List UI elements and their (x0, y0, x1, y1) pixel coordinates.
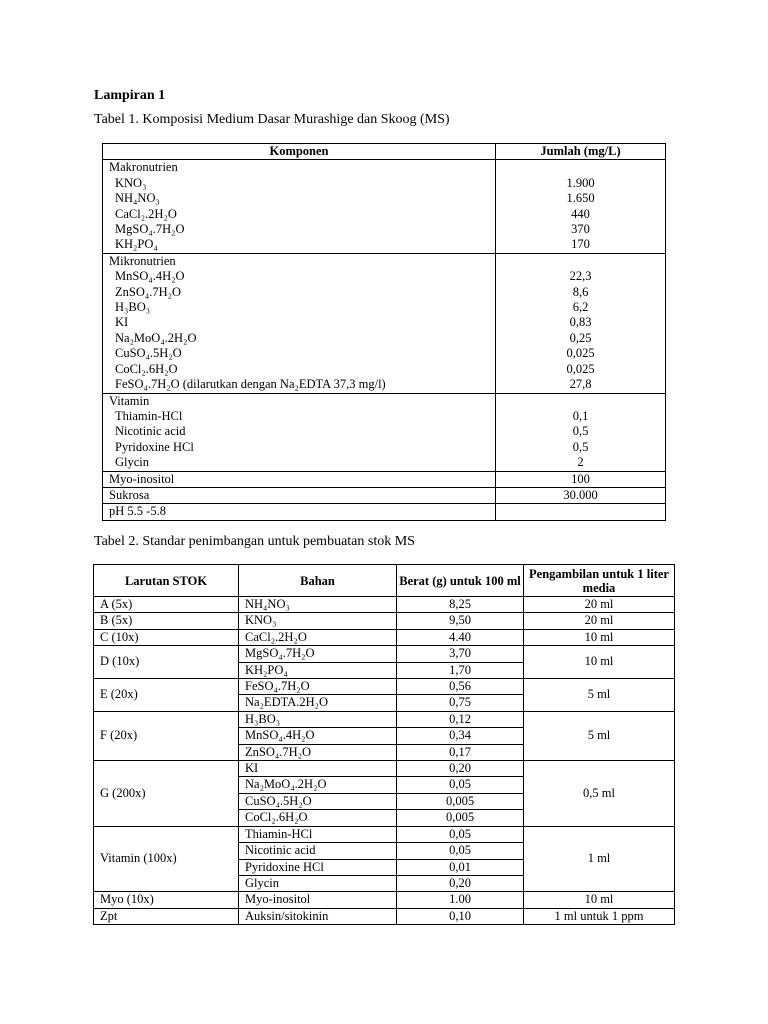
component-name: FeSO₄.7H₂O (dilarutkan dengan Na₂EDTA 37,3 mg/l) (115, 377, 386, 392)
ingredient-weight: 0,20 (397, 761, 524, 777)
group-name-spacer (496, 254, 665, 269)
ingredient-weight: 0,10 (397, 908, 524, 924)
ingredient-name: Na₂MoO₄.2H₂O (239, 777, 397, 793)
component-row (103, 471, 666, 487)
header-bahan: Bahan (239, 565, 397, 597)
component-amount: 0,25 (569, 330, 592, 345)
ingredient-name: H₃BO₃ (239, 711, 397, 727)
stock-row (94, 679, 675, 695)
uptake-volume: 10 ml (524, 629, 675, 645)
ingredient-weight: 0,05 (397, 826, 524, 842)
ingredient-weight: 0,005 (397, 793, 524, 809)
page-heading: Lampiran 1 (94, 88, 166, 103)
header-berat: Berat (g) untuk 100 ml (397, 565, 524, 597)
amount-group-cell (496, 160, 666, 253)
uptake-volume: 10 ml (524, 892, 675, 908)
ingredient-name: CaCl₂.2H₂O (239, 629, 397, 645)
component-name: NH₄NO₃ (115, 191, 160, 206)
uptake-volume: 20 ml (524, 613, 675, 629)
component-group-row (103, 160, 666, 253)
ingredient-name: CoCl₂.6H₂O (239, 810, 397, 826)
component-amount (496, 504, 666, 520)
amount-group-cell (496, 393, 666, 471)
component-amount: 0,5 (572, 424, 589, 439)
component-name: pH 5.5 -5.8 (103, 504, 496, 520)
component-name: Na₂MoO₄.2H₂O (115, 330, 197, 345)
stock-weighing-table (93, 564, 675, 925)
table1-header-row (103, 144, 666, 160)
group-name-spacer (496, 394, 665, 409)
component-name: MgSO₄.7H₂O (115, 222, 185, 237)
ingredient-name: KH₂PO₄ (239, 662, 397, 678)
component-amount: 100 (496, 471, 666, 487)
uptake-volume: 5 ml (524, 711, 675, 760)
component-name: KI (115, 315, 129, 330)
stock-row (94, 646, 675, 662)
stock-row (94, 613, 675, 629)
component-amount: 22,3 (569, 269, 592, 284)
component-amount: 1.650 (566, 191, 595, 206)
component-name: Nicotinic acid (115, 424, 186, 439)
group-name: Makronutrien (109, 160, 178, 175)
component-row (103, 487, 666, 503)
ingredient-weight: 1,70 (397, 662, 524, 678)
component-name: KNO₃ (115, 175, 147, 190)
ingredient-weight: 0,75 (397, 695, 524, 711)
ingredient-weight: 0,01 (397, 859, 524, 875)
stock-row (94, 826, 675, 842)
uptake-volume: 0,5 ml (524, 761, 675, 827)
uptake-volume: 5 ml (524, 679, 675, 712)
component-name: CoCl₂.6H₂O (115, 361, 178, 376)
component-group-cell (103, 160, 496, 253)
ingredient-weight: 9,50 (397, 613, 524, 629)
component-name: Sukrosa (103, 487, 496, 503)
uptake-volume: 1 ml untuk 1 ppm (524, 908, 675, 924)
component-amount: 170 (571, 237, 590, 252)
ingredient-weight: 0,56 (397, 679, 524, 695)
component-amount: 0,83 (569, 315, 592, 330)
header-larutan-stok: Larutan STOK (94, 565, 239, 597)
stock-row (94, 597, 675, 613)
ingredient-weight: 0,05 (397, 777, 524, 793)
component-amount: 27,8 (569, 377, 592, 392)
table2-caption: Tabel 2. Standar penimbangan untuk pembuatan stok MS (94, 534, 415, 549)
component-amount: 0,025 (566, 361, 595, 376)
table2-header-row (94, 565, 675, 597)
ingredient-name: CuSO₄.5H₂O (239, 793, 397, 809)
ingredient-weight: 4.40 (397, 629, 524, 645)
ingredient-name: KI (239, 761, 397, 777)
ingredient-name: Na₂EDTA.2H₂O (239, 695, 397, 711)
stock-solution-name: C (10x) (94, 629, 239, 645)
component-name: MnSO₄.4H₂O (115, 269, 185, 284)
stock-solution-name: G (200x) (94, 761, 239, 827)
stock-solution-name: F (20x) (94, 711, 239, 760)
stock-solution-name: D (10x) (94, 646, 239, 679)
component-amount: 6,2 (572, 300, 589, 315)
ingredient-name: KNO₃ (239, 613, 397, 629)
component-group-row (103, 253, 666, 393)
component-name: Pyridoxine HCl (115, 439, 194, 454)
ingredient-weight: 8,25 (397, 597, 524, 613)
component-name: Thiamin-HCl (115, 408, 183, 423)
amount-group-cell (496, 253, 666, 393)
stock-row (94, 711, 675, 727)
ingredient-weight: 0,34 (397, 728, 524, 744)
component-name: Glycin (115, 455, 150, 470)
group-name-spacer (496, 160, 665, 175)
component-group-cell (103, 253, 496, 393)
ingredient-name: MnSO₄.4H₂O (239, 728, 397, 744)
header-komponen: Komponen (103, 144, 496, 160)
header-pengambilan: Pengambilan untuk 1 liter media (524, 565, 675, 597)
ingredient-weight: 1.00 (397, 892, 524, 908)
component-amount: 0,5 (572, 439, 589, 454)
stock-row (94, 892, 675, 908)
component-group-cell (103, 393, 496, 471)
ingredient-name: Glycin (239, 875, 397, 891)
stock-solution-name: Myo (10x) (94, 892, 239, 908)
uptake-volume: 1 ml (524, 826, 675, 892)
stock-row (94, 761, 675, 777)
component-amount: 30.000 (496, 487, 666, 503)
ingredient-name: ZnSO₄.7H₂O (239, 744, 397, 760)
ingredient-name: Myo-inositol (239, 892, 397, 908)
stock-solution-name: E (20x) (94, 679, 239, 712)
component-amount: 440 (571, 206, 590, 221)
uptake-volume: 20 ml (524, 597, 675, 613)
component-name: ZnSO₄.7H₂O (115, 284, 182, 299)
component-name: H₃BO₃ (115, 300, 151, 315)
component-amount: 370 (571, 222, 590, 237)
stock-row (94, 908, 675, 924)
component-name: CuSO₄.5H₂O (115, 346, 182, 361)
ingredient-weight: 3,70 (397, 646, 524, 662)
component-group-row (103, 393, 666, 471)
ingredient-weight: 0,05 (397, 843, 524, 859)
ingredient-weight: 0,005 (397, 810, 524, 826)
component-amount: 2 (577, 455, 584, 470)
stock-row (94, 629, 675, 645)
component-row (103, 504, 666, 520)
ingredient-name: NH₄NO₃ (239, 597, 397, 613)
uptake-volume: 10 ml (524, 646, 675, 679)
table1-caption: Tabel 1. Komposisi Medium Dasar Murashige dan Skoog (MS) (94, 112, 450, 127)
ingredient-name: Auksin/sitokinin (239, 908, 397, 924)
group-name: Vitamin (109, 393, 150, 408)
component-name: CaCl₂.2H₂O (115, 206, 177, 221)
component-name: Myo-inositol (103, 471, 496, 487)
header-jumlah: Jumlah (mg/L) (496, 144, 666, 160)
stock-solution-name: B (5x) (94, 613, 239, 629)
component-name: KH₂PO₄ (115, 237, 158, 252)
stock-solution-name: A (5x) (94, 597, 239, 613)
stock-solution-name: Vitamin (100x) (94, 826, 239, 892)
ingredient-name: MgSO₄.7H₂O (239, 646, 397, 662)
group-name: Mikronutrien (109, 253, 176, 268)
stock-solution-name: Zpt (94, 908, 239, 924)
ingredient-weight: 0,20 (397, 875, 524, 891)
ingredient-name: Nicotinic acid (239, 843, 397, 859)
ingredient-weight: 0,12 (397, 711, 524, 727)
component-amount: 0,025 (566, 346, 595, 361)
ingredient-name: FeSO₄.7H₂O (239, 679, 397, 695)
ingredient-name: Pyridoxine HCl (239, 859, 397, 875)
component-amount: 1.900 (566, 175, 595, 190)
ms-composition-table (102, 143, 666, 521)
ingredient-name: Thiamin-HCl (239, 826, 397, 842)
component-amount: 0,1 (572, 408, 589, 423)
component-amount: 8,6 (572, 284, 589, 299)
ingredient-weight: 0,17 (397, 744, 524, 760)
